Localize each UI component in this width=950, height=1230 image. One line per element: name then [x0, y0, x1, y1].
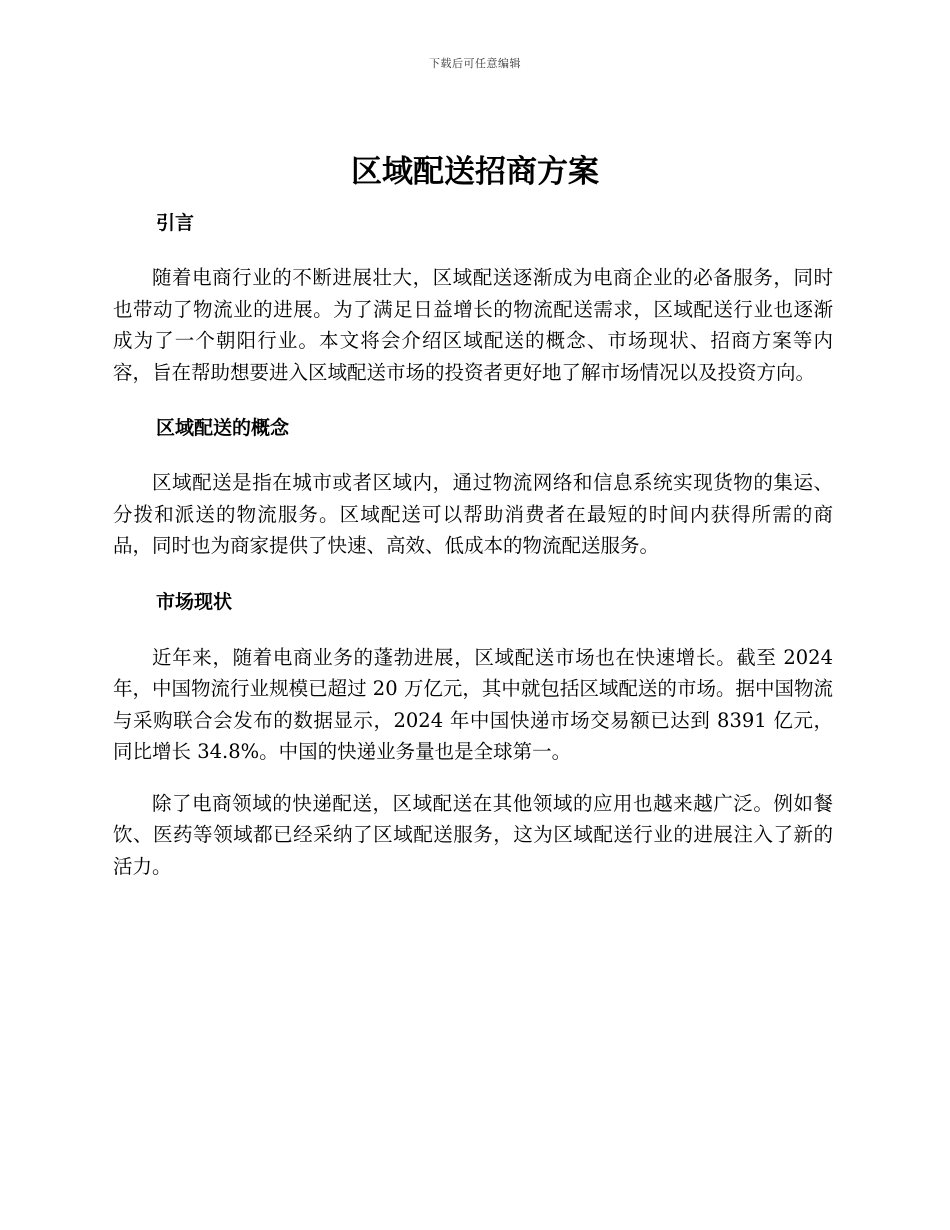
section-heading-market-status: 市场现状 [156, 590, 233, 613]
section-heading-concept: 区域配送的概念 [156, 417, 290, 439]
paragraph-introduction: 随着电商行业的不断进展壮大，区域配送逐渐成为电商企业的必备服务，同时也带动了物流业的进展。为了满足日益增长的物流配送需求，区域配送行业也逐渐成为了一个朝阳行业。本文将会介绍区域配送的概念、市场现状、招商方案等内容，旨在帮助想要进入区域配送市场的投资者更好地了解市场情况以及投资方向。 [113, 266, 833, 384]
paragraph-concept: 区域配送是指在城市或者区域内，通过物流网络和信息系统实现货物的集运、分拨和派送的物流服务。区域配送可以帮助消费者在最短的时间内获得所需的商品，同时也为商家提供了快速、高效、低成本的物流配送服务。 [113, 471, 833, 557]
paragraph-market-applications: 除了电商领域的快递配送，区域配送在其他领域的应用也越来越广泛。例如餐饮、医药等领域都已经采纳了区域配送服务，这为区域配送行业的进展注入了新的活力。 [113, 791, 833, 878]
document-title: 区域配送招商方案 [351, 154, 599, 190]
document-body [113, 200, 833, 882]
paragraph-market-growth: 近年来，随着电商业务的蓬勃进展，区域配送市场也在快速增长。截至 2024 年，中国物流行业规模已超过 20 万亿元，其中就包括区域配送的市场。据中国物流与采购联合会发布的数据显示，2024 年中国快递市场交易额已达到 8391 亿元，同比增长 34.8%。中国的快递业务量也是全球第一。 [113, 645, 833, 763]
section-heading-introduction: 引言 [156, 212, 195, 234]
page-header-note: 下载后可任意编辑 [429, 57, 521, 70]
